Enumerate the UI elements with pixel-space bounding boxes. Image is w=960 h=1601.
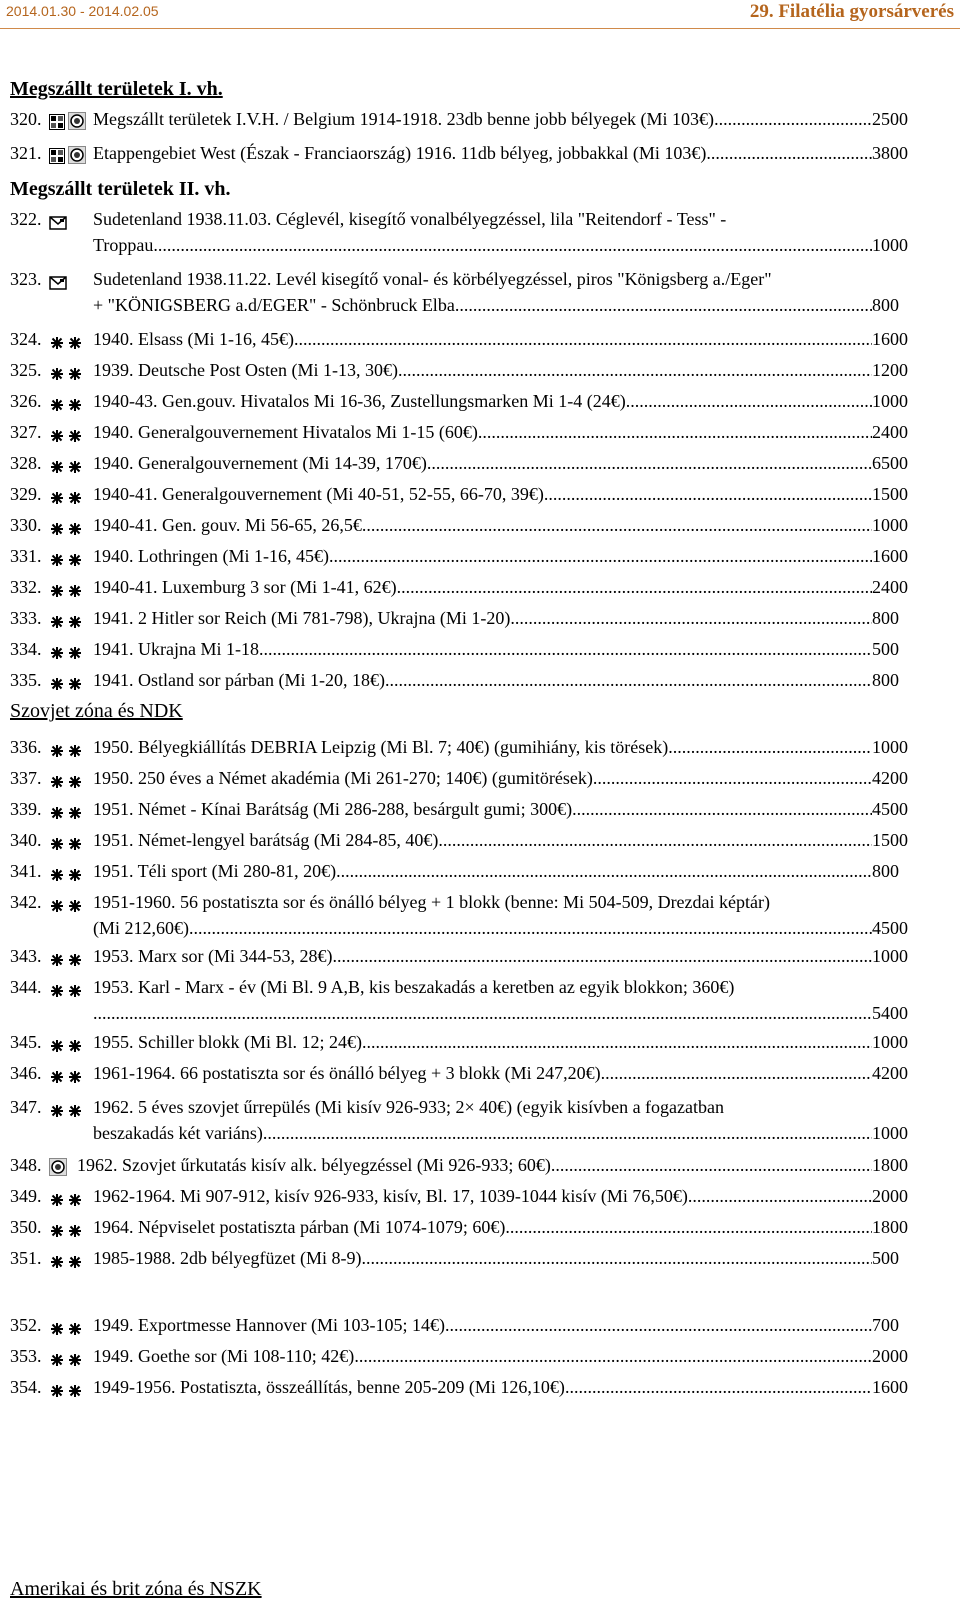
lot-price: 1200: [872, 360, 908, 380]
mnh-icon: [49, 1065, 85, 1081]
lot-description: 1940. Elsass (Mi 1-16, 45€): [93, 329, 294, 349]
catalog-title: 29. Filatélia gyorsárverés: [749, 1, 954, 22]
lot-number: 322.: [10, 209, 42, 229]
lot-number: 332.: [10, 577, 42, 597]
leader-dots: [593, 765, 872, 791]
lot-price: 700: [872, 1315, 899, 1335]
lot-description: 1950. 250 éves a Német akadémia (Mi 261-270; 140€) (gumitörések): [93, 768, 593, 788]
lot-number: 345.: [10, 1032, 42, 1052]
lot-item: [0, 943, 960, 969]
mnh-icon: [49, 1348, 85, 1364]
leader-dots: [626, 388, 872, 414]
lot-item: [0, 266, 960, 318]
section-heading: Megszállt területek II. vh.: [10, 178, 231, 200]
lot-item: [0, 106, 960, 132]
lot-description: 1941. 2 Hitler sor Reich (Mi 781-798), Ukrajna (Mi 1-20): [93, 608, 511, 628]
leader-dots: [688, 1183, 872, 1209]
condition-icons: [49, 548, 85, 564]
lot-description: 1940-41. Gen. gouv. Mi 56-65, 26,5€: [93, 515, 362, 535]
lot-price: 1500: [872, 484, 908, 504]
condition-icons: [49, 1348, 85, 1364]
lot-number: 324.: [10, 329, 42, 349]
condition-icons: [49, 1065, 85, 1081]
condition-icons: [49, 1034, 85, 1050]
lot-price: 2400: [872, 577, 908, 597]
mnh-icon: [49, 894, 85, 910]
lot-description: 1985-1988. 2db bélyegfüzet (Mi 8-9): [93, 1248, 362, 1268]
leader-dots: [397, 574, 872, 600]
lot-number: 333.: [10, 608, 42, 628]
page-header: [0, 0, 960, 32]
leader-dots: [332, 943, 872, 969]
mnh-icon: [49, 331, 85, 347]
leader-dots: [189, 915, 872, 941]
lot-description: 1951. Téli sport (Mi 280-81, 20€): [93, 861, 337, 881]
lot-number: 346.: [10, 1063, 42, 1083]
lot-description: Megszállt területek I.V.H. / Belgium 1914-1918. 23db benne jobb bélyegek (Mi 103€): [93, 109, 715, 129]
section-heading: Megszállt területek I. vh.: [10, 78, 223, 100]
lot-price: 500: [872, 639, 899, 659]
lot-description: Troppau: [93, 235, 154, 255]
leader-dots: [510, 605, 872, 631]
lot-description: 1951. Német-lengyel barátság (Mi 284-85, 40€): [93, 830, 439, 850]
condition-icons: [49, 1379, 85, 1395]
lot-number: 343.: [10, 946, 42, 966]
lot-description: beszakadás két variáns): [93, 1123, 263, 1143]
lot-item: [0, 206, 960, 258]
lot-description: + "KÖNIGSBERG a.d/EGER" - Schönbruck Elba: [93, 295, 455, 315]
lot-item: [0, 512, 960, 538]
lot-description: 1961-1964. 66 postatiszta sor és önálló bélyeg + 3 blokk (Mi 247,20€): [93, 1063, 601, 1083]
condition-icons: [49, 455, 85, 471]
lot-price: 500: [872, 1248, 899, 1268]
mnh-icon: [49, 739, 85, 755]
leader-dots: [714, 106, 872, 132]
leader-dots: [572, 796, 872, 822]
lot-item: [0, 574, 960, 600]
lot-price: 4500: [872, 799, 908, 819]
lot-price: 2500: [872, 109, 908, 129]
mnh-icon: [49, 1099, 85, 1115]
mnh-icon: [49, 1317, 85, 1333]
leader-dots: [455, 292, 872, 318]
lot-number: 344.: [10, 977, 42, 997]
mnh-icon: [49, 486, 85, 502]
lot-description: Sudetenland 1938.11.22. Levél kisegítő vonal- és körbélyegzéssel, piros "Königsberg a./Eger": [93, 269, 772, 289]
lot-price: 1000: [872, 515, 908, 535]
mnh-icon: [49, 455, 85, 471]
lot-number: 339.: [10, 799, 42, 819]
condition-icons: [49, 486, 85, 502]
lot-description: 1949. Exportmesse Hannover (Mi 103-105; 14€): [93, 1315, 445, 1335]
condition-icons: [49, 579, 85, 595]
lot-price: 5400: [872, 1003, 908, 1023]
lot-price: 1500: [872, 830, 908, 850]
condition-icons: [49, 894, 85, 910]
lot-description: (Mi 212,60€): [93, 918, 189, 938]
lot-item: [0, 1374, 960, 1400]
mnh-icon: [49, 1034, 85, 1050]
lot-description: 1940-41. Generalgouvernement (Mi 40-51, 52-55, 66-70, 39€): [93, 484, 544, 504]
leader-dots: [505, 1214, 872, 1240]
lot-price: 800: [872, 670, 899, 690]
condition-icons: [49, 271, 67, 287]
mnh-icon: [49, 770, 85, 786]
lot-number: 335.: [10, 670, 42, 690]
lot-number: 334.: [10, 639, 42, 659]
lot-item: [0, 1094, 960, 1146]
lot-price: 1000: [872, 235, 908, 255]
condition-icons: [49, 948, 85, 964]
condition-icons: [49, 1250, 85, 1266]
lot-price: 2000: [872, 1186, 908, 1206]
leader-dots: [668, 734, 872, 760]
leader-dots: [263, 1120, 872, 1146]
lot-item: [0, 1245, 960, 1271]
lot-number: 329.: [10, 484, 42, 504]
mnh-icon: [49, 424, 85, 440]
block-icon: [49, 145, 65, 161]
lot-item: [0, 1029, 960, 1055]
mnh-icon: [49, 579, 85, 595]
leader-dots: [565, 1374, 872, 1400]
condition-icons: [49, 111, 86, 127]
mnh-icon: [49, 948, 85, 964]
condition-icons: [49, 1188, 85, 1204]
lot-price: 4500: [872, 918, 908, 938]
lot-number: 330.: [10, 515, 42, 535]
leader-dots: [336, 858, 872, 884]
condition-icons: [49, 770, 85, 786]
lot-description: 1949. Goethe sor (Mi 108-110; 42€): [93, 1346, 355, 1366]
lot-number: 352.: [10, 1315, 42, 1335]
leader-dots: [385, 667, 872, 693]
mnh-icon: [49, 362, 85, 378]
lot-number: 320.: [10, 109, 42, 129]
lot-description: Etappengebiet West (Észak - Franciaország) 1916. 11db bélyeg, jobbakkal (Mi 103€): [93, 143, 707, 163]
lot-number: 340.: [10, 830, 42, 850]
lot-item: [0, 858, 960, 884]
lot-number: 350.: [10, 1217, 42, 1237]
lot-description: 1950. Bélyegkiállítás DEBRIA Leipzig (Mi Bl. 7; 40€) (gumihiány, kis törések): [93, 737, 669, 757]
lot-item: [0, 734, 960, 760]
condition-icons: [49, 211, 67, 227]
lot-description: 1940. Generalgouvernement Hivatalos Mi 1-15 (60€): [93, 422, 478, 442]
stamp-icon: [68, 145, 86, 161]
leader-dots: [544, 481, 872, 507]
mnh-icon: [49, 863, 85, 879]
section-heading: Amerikai és brit zóna és NSZK: [10, 1578, 262, 1600]
lot-item: [0, 1312, 960, 1338]
lot-description: 1962-1964. Mi 907-912, kisív 926-933, kisív, Bl. 17, 1039-1044 kisív (Mi 76,50€): [93, 1186, 688, 1206]
lot-price: 1600: [872, 1377, 908, 1397]
lot-item: [0, 827, 960, 853]
lot-price: 2400: [872, 422, 908, 442]
lot-price: 1600: [872, 329, 908, 349]
condition-icons: [49, 610, 85, 626]
lot-price: 800: [872, 861, 899, 881]
condition-icons: [49, 801, 85, 817]
header-divider: [0, 28, 960, 29]
lot-description: 1940-41. Luxemburg 3 sor (Mi 1-41, 62€): [93, 577, 397, 597]
mnh-icon: [49, 832, 85, 848]
condition-icons: [49, 517, 85, 533]
leader-dots: [153, 232, 872, 258]
lot-item: [0, 974, 960, 1026]
leader-dots: [445, 1312, 872, 1338]
lot-number: 336.: [10, 737, 42, 757]
lot-number: 353.: [10, 1346, 42, 1366]
lot-price: 1800: [872, 1155, 908, 1175]
lot-description: 1955. Schiller blokk (Mi Bl. 12; 24€): [93, 1032, 362, 1052]
lot-number: 331.: [10, 546, 42, 566]
lot-number: 327.: [10, 422, 42, 442]
lot-description: 1951. Német - Kínai Barátság (Mi 286-288, besárgult gumi; 300€): [93, 799, 573, 819]
condition-icons: [49, 1157, 67, 1173]
lot-number: 321.: [10, 143, 42, 163]
stamp-icon: [68, 111, 86, 127]
mnh-icon: [49, 517, 85, 533]
lot-number: 347.: [10, 1097, 42, 1117]
leader-dots: [398, 357, 872, 383]
lot-description: 1951-1960. 56 postatiszta sor és önálló bélyeg + 1 blokk (benne: Mi 504-509, Drezdai képtár): [93, 892, 770, 912]
leader-dots: [93, 1000, 872, 1026]
lot-number: 326.: [10, 391, 42, 411]
cover-icon: [49, 271, 67, 287]
lot-number: 342.: [10, 892, 42, 912]
lot-description: Sudetenland 1938.11.03. Céglevél, kisegítő vonalbélyegzéssel, lila "Reitendorf - Tess" -: [93, 209, 727, 229]
lot-number: 349.: [10, 1186, 42, 1206]
lot-item: [0, 796, 960, 822]
condition-icons: [49, 393, 85, 409]
stamp-icon: [49, 1157, 67, 1173]
lot-item: [0, 1183, 960, 1209]
leader-dots: [427, 450, 872, 476]
lot-item: [0, 326, 960, 352]
block-icon: [49, 111, 65, 127]
lot-price: 2000: [872, 1346, 908, 1366]
lot-item: [0, 388, 960, 414]
lot-number: 323.: [10, 269, 42, 289]
lot-description: 1940. Lothringen (Mi 1-16, 45€): [93, 546, 329, 566]
lot-item: [0, 636, 960, 662]
lot-number: 354.: [10, 1377, 42, 1397]
lot-item: [0, 1060, 960, 1086]
leader-dots: [362, 512, 872, 538]
condition-icons: [49, 331, 85, 347]
condition-icons: [49, 1099, 85, 1115]
leader-dots: [329, 543, 872, 569]
condition-icons: [49, 863, 85, 879]
lot-description: 1949-1956. Postatiszta, összeállítás, benne 205-209 (Mi 126,10€): [93, 1377, 565, 1397]
condition-icons: [49, 979, 85, 995]
lot-description: 1962. 5 éves szovjet űrrepülés (Mi kisív 926-933; 2× 40€) (egyik kisívben a fogazatban: [93, 1097, 725, 1117]
leader-dots: [362, 1029, 872, 1055]
mnh-icon: [49, 393, 85, 409]
condition-icons: [49, 145, 86, 161]
lot-description: 1940. Generalgouvernement (Mi 14-39, 170€): [93, 453, 427, 473]
leader-dots: [354, 1343, 872, 1369]
lot-item: [0, 543, 960, 569]
mnh-icon: [49, 672, 85, 688]
lot-number: 337.: [10, 768, 42, 788]
mnh-icon: [49, 1379, 85, 1395]
lot-item: [0, 765, 960, 791]
lot-description: 1941. Ukrajna Mi 1-18: [93, 639, 259, 659]
lot-price: 1800: [872, 1217, 908, 1237]
lot-number: 325.: [10, 360, 42, 380]
lot-item: [0, 481, 960, 507]
lot-price: 800: [872, 608, 899, 628]
lot-price: 1000: [872, 737, 908, 757]
lot-price: 4200: [872, 768, 908, 788]
lot-price: 4200: [872, 1063, 908, 1083]
lot-description: 1953. Marx sor (Mi 344-53, 28€): [93, 946, 333, 966]
mnh-icon: [49, 548, 85, 564]
leader-dots: [551, 1152, 872, 1178]
leader-dots: [294, 326, 872, 352]
condition-icons: [49, 1317, 85, 1333]
mnh-icon: [49, 1250, 85, 1266]
lot-number: 341.: [10, 861, 42, 881]
lot-description: 1941. Ostland sor párban (Mi 1-20, 18€): [93, 670, 385, 690]
mnh-icon: [49, 979, 85, 995]
leader-dots: [601, 1060, 872, 1086]
lot-number: 351.: [10, 1248, 42, 1268]
lot-description: 1964. Népviselet postatiszta párban (Mi 1074-1079; 60€): [93, 1217, 506, 1237]
leader-dots: [259, 636, 872, 662]
condition-icons: [49, 739, 85, 755]
lot-item: [0, 667, 960, 693]
lot-number: 328.: [10, 453, 42, 473]
lot-description: 1962. Szovjet űrkutatás kisív alk. bélyegzéssel (Mi 926-933; 60€): [77, 1155, 551, 1175]
lot-price: 3800: [872, 143, 908, 163]
condition-icons: [49, 832, 85, 848]
lot-price: 1000: [872, 946, 908, 966]
lot-item: [0, 140, 960, 166]
mnh-icon: [49, 801, 85, 817]
mnh-icon: [49, 610, 85, 626]
leader-dots: [361, 1245, 872, 1271]
mnh-icon: [49, 1188, 85, 1204]
leader-dots: [438, 827, 872, 853]
condition-icons: [49, 424, 85, 440]
condition-icons: [49, 1219, 85, 1235]
lot-price: 6500: [872, 453, 908, 473]
lot-item: [0, 889, 960, 941]
cover-icon: [49, 211, 67, 227]
lot-description: 1940-43. Gen.gouv. Hivatalos Mi 16-36, Zustellungsmarken Mi 1-4 (24€): [93, 391, 626, 411]
lot-price: 800: [872, 295, 899, 315]
lot-description: 1953. Karl - Marx - év (Mi Bl. 9 A,B, kis beszakadás a keretben az egyik blokkon; 360€): [93, 977, 735, 997]
lot-number: 348.: [10, 1155, 42, 1175]
lot-description: 1939. Deutsche Post Osten (Mi 1-13, 30€): [93, 360, 398, 380]
lot-item: [0, 1152, 960, 1178]
mnh-icon: [49, 641, 85, 657]
leader-dots: [478, 419, 872, 445]
lot-price: 1000: [872, 391, 908, 411]
condition-icons: [49, 362, 85, 378]
mnh-icon: [49, 1219, 85, 1235]
lot-item: [0, 1343, 960, 1369]
lot-item: [0, 419, 960, 445]
condition-icons: [49, 641, 85, 657]
lot-item: [0, 357, 960, 383]
lot-price: 1000: [872, 1123, 908, 1143]
lot-item: [0, 450, 960, 476]
condition-icons: [49, 672, 85, 688]
lot-item: [0, 605, 960, 631]
lot-item: [0, 1214, 960, 1240]
date-range: 2014.01.30 - 2014.02.05: [6, 3, 159, 19]
leader-dots: [706, 140, 872, 166]
lot-price: 1600: [872, 546, 908, 566]
section-heading: Szovjet zóna és NDK: [10, 700, 183, 722]
lot-price: 1000: [872, 1032, 908, 1052]
